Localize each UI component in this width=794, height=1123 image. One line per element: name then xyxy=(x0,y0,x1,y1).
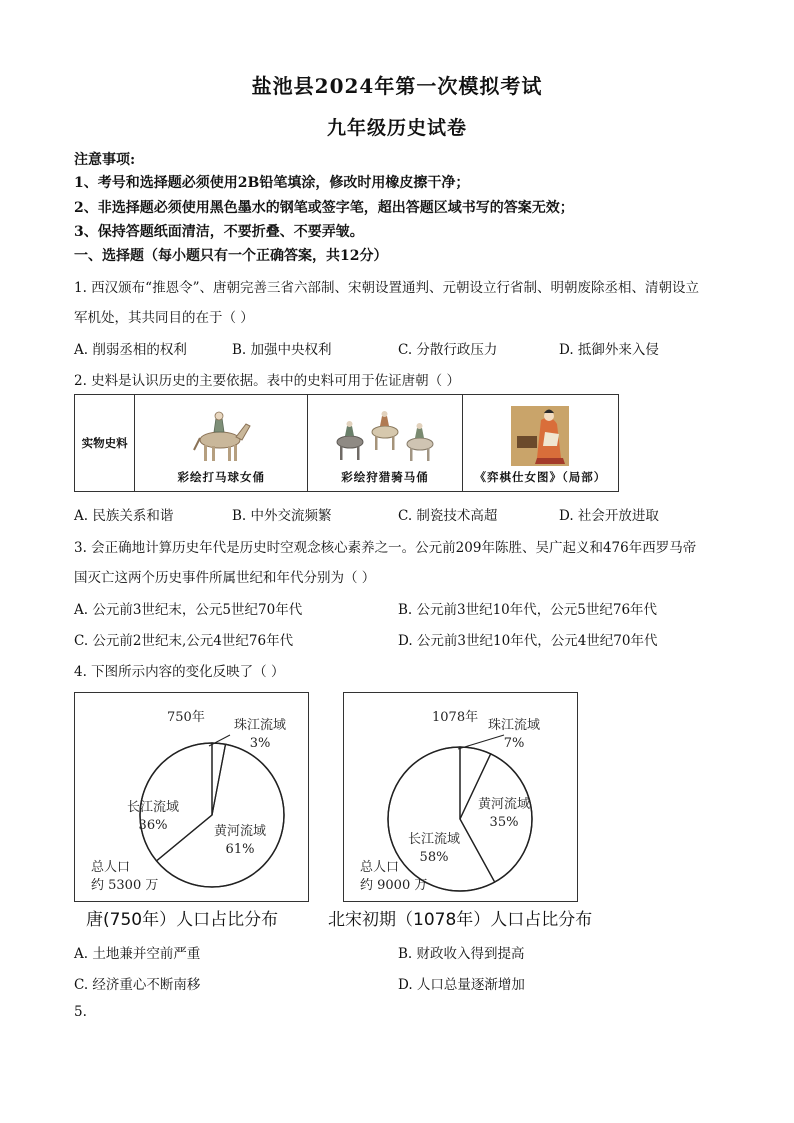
section-heading: 一、选择题（每小题只有一个正确答案，共12分） xyxy=(74,248,388,264)
polo-horse-figurine-image xyxy=(186,410,256,466)
pie-total-value: 约 5300 万 xyxy=(91,878,159,893)
q2-option-a: A. 民族关系和谐 xyxy=(74,508,174,524)
pie-chart-song-caption: 北宋初期（1078年）人口占比分布 xyxy=(328,910,593,930)
pie-slice-label: 长江流域 xyxy=(407,832,461,847)
q2-option-b: B. 中外交流频繁 xyxy=(232,508,332,524)
note-item-3: 3、保持答题纸面清洁，不要折叠、不要弄皱。 xyxy=(74,224,364,240)
artifact-cell-polo xyxy=(135,395,308,492)
pie-slice-label: 长江流域 xyxy=(126,800,180,815)
weiqi-ladies-painting-image xyxy=(511,406,569,466)
pie-chart-song-frame xyxy=(343,692,578,902)
pie-slice-label: 黄河流域 xyxy=(477,797,531,812)
q4-option-d: D. 人口总量逐渐增加 xyxy=(398,977,525,993)
pie-slice-label: 珠江流域 xyxy=(233,718,287,733)
pie-leader-line xyxy=(458,735,504,749)
q2-option-c: C. 制瓷技术高超 xyxy=(398,508,498,524)
q5-stem: 5. xyxy=(74,1004,87,1020)
artifact-caption-painting: 《弈棋仕女图》（局部） xyxy=(474,470,607,484)
pie-slice-label: 黄河流域 xyxy=(213,824,267,839)
q1-option-b: B. 加强中央权利 xyxy=(232,342,332,358)
pie-year-label: 750年 xyxy=(167,710,205,725)
pie-total-value: 约 9000 万 xyxy=(360,878,428,893)
pie-slice-value: 36% xyxy=(138,818,168,833)
artifact-caption-polo: 彩绘打马球女俑 xyxy=(177,470,266,484)
q4-stem: 4. 下图所示内容的变化反映了（ ） xyxy=(74,664,285,680)
q2-stem: 2. 史料是认识历史的主要依据。表中的史料可用于佐证唐朝（ ） xyxy=(74,373,460,389)
pie-slice-value: 58% xyxy=(419,850,449,865)
q3-option-b: B. 公元前3世纪10年代，公元5世纪76年代 xyxy=(398,602,658,618)
pie-slice-value: 61% xyxy=(225,842,255,857)
pie-chart-tang-caption: 唐(750年）人口占比分布 xyxy=(86,910,279,930)
artifact-caption-hunting: 彩绘狩猎骑马俑 xyxy=(341,470,429,484)
pie-year-label: 1078年 xyxy=(432,710,479,725)
note-item-1: 1、考号和选择题必须使用2B铅笔填涂，修改时用橡皮擦干净； xyxy=(74,175,470,191)
artifact-table xyxy=(74,394,619,492)
pie-slice-label: 珠江流域 xyxy=(487,718,541,733)
q3-option-d: D. 公元前3世纪10年代，公元4世纪70年代 xyxy=(398,633,658,649)
exam-title: 盐池县2024年第一次模拟考试 xyxy=(251,74,543,98)
q3-option-c: C. 公元前2世纪末,公元4世纪76年代 xyxy=(74,633,294,649)
q1-option-c: C. 分散行政压力 xyxy=(398,342,498,358)
pie-chart-tang xyxy=(75,693,308,901)
artifact-table-label: 实物史料 xyxy=(75,395,135,492)
pie-slice-value: 35% xyxy=(489,815,519,830)
artifact-cell-hunting xyxy=(308,395,462,492)
q4-option-a: A. 土地兼并空前严重 xyxy=(74,946,201,962)
q2-option-d: D. 社会开放进取 xyxy=(559,508,659,524)
q4-option-c: C. 经济重心不断南移 xyxy=(74,977,201,993)
q3-stem-line2: 国灭亡这两个历史事件所属世纪和年代分别为（ ） xyxy=(74,570,376,586)
artifact-cell-painting xyxy=(462,395,618,492)
q3-stem-line1: 3. 会正确地计算历史年代是历史时空观念核心素养之一。公元前209年陈胜、吴广起义和476年西罗马帝 xyxy=(74,540,697,556)
q1-option-a: A. 削弱丞相的权利 xyxy=(74,342,187,358)
exam-subtitle: 九年级历史试卷 xyxy=(326,117,467,139)
q1-option-d: D. 抵御外来入侵 xyxy=(559,342,659,358)
pie-total-label: 总人口 xyxy=(360,860,400,875)
q4-option-b: B. 财政收入得到提高 xyxy=(398,946,525,962)
pie-chart-song xyxy=(344,693,577,901)
pie-total-label: 总人口 xyxy=(91,860,131,875)
q1-stem-line1: 1. 西汉颁布“推恩令”、唐朝完善三省六部制、宋朝设置通判、元朝设立行省制、明朝废除丞相、清朝设立 xyxy=(74,280,699,296)
notes-heading: 注意事项: xyxy=(74,152,136,168)
q3-option-a: A. 公元前3世纪末，公元5世纪70年代 xyxy=(74,602,303,618)
pie-chart-tang-frame xyxy=(74,692,309,902)
q1-stem-line2: 军机处，其共同目的在于（ ） xyxy=(74,310,254,326)
note-item-2: 2、非选择题必须使用黑色墨水的钢笔或签字笔，超出答题区域书写的答案无效； xyxy=(74,200,574,216)
hunting-riders-figurine-image xyxy=(330,406,440,466)
pie-slice-value: 7% xyxy=(503,736,525,751)
pie-slice-value: 3% xyxy=(249,736,271,751)
